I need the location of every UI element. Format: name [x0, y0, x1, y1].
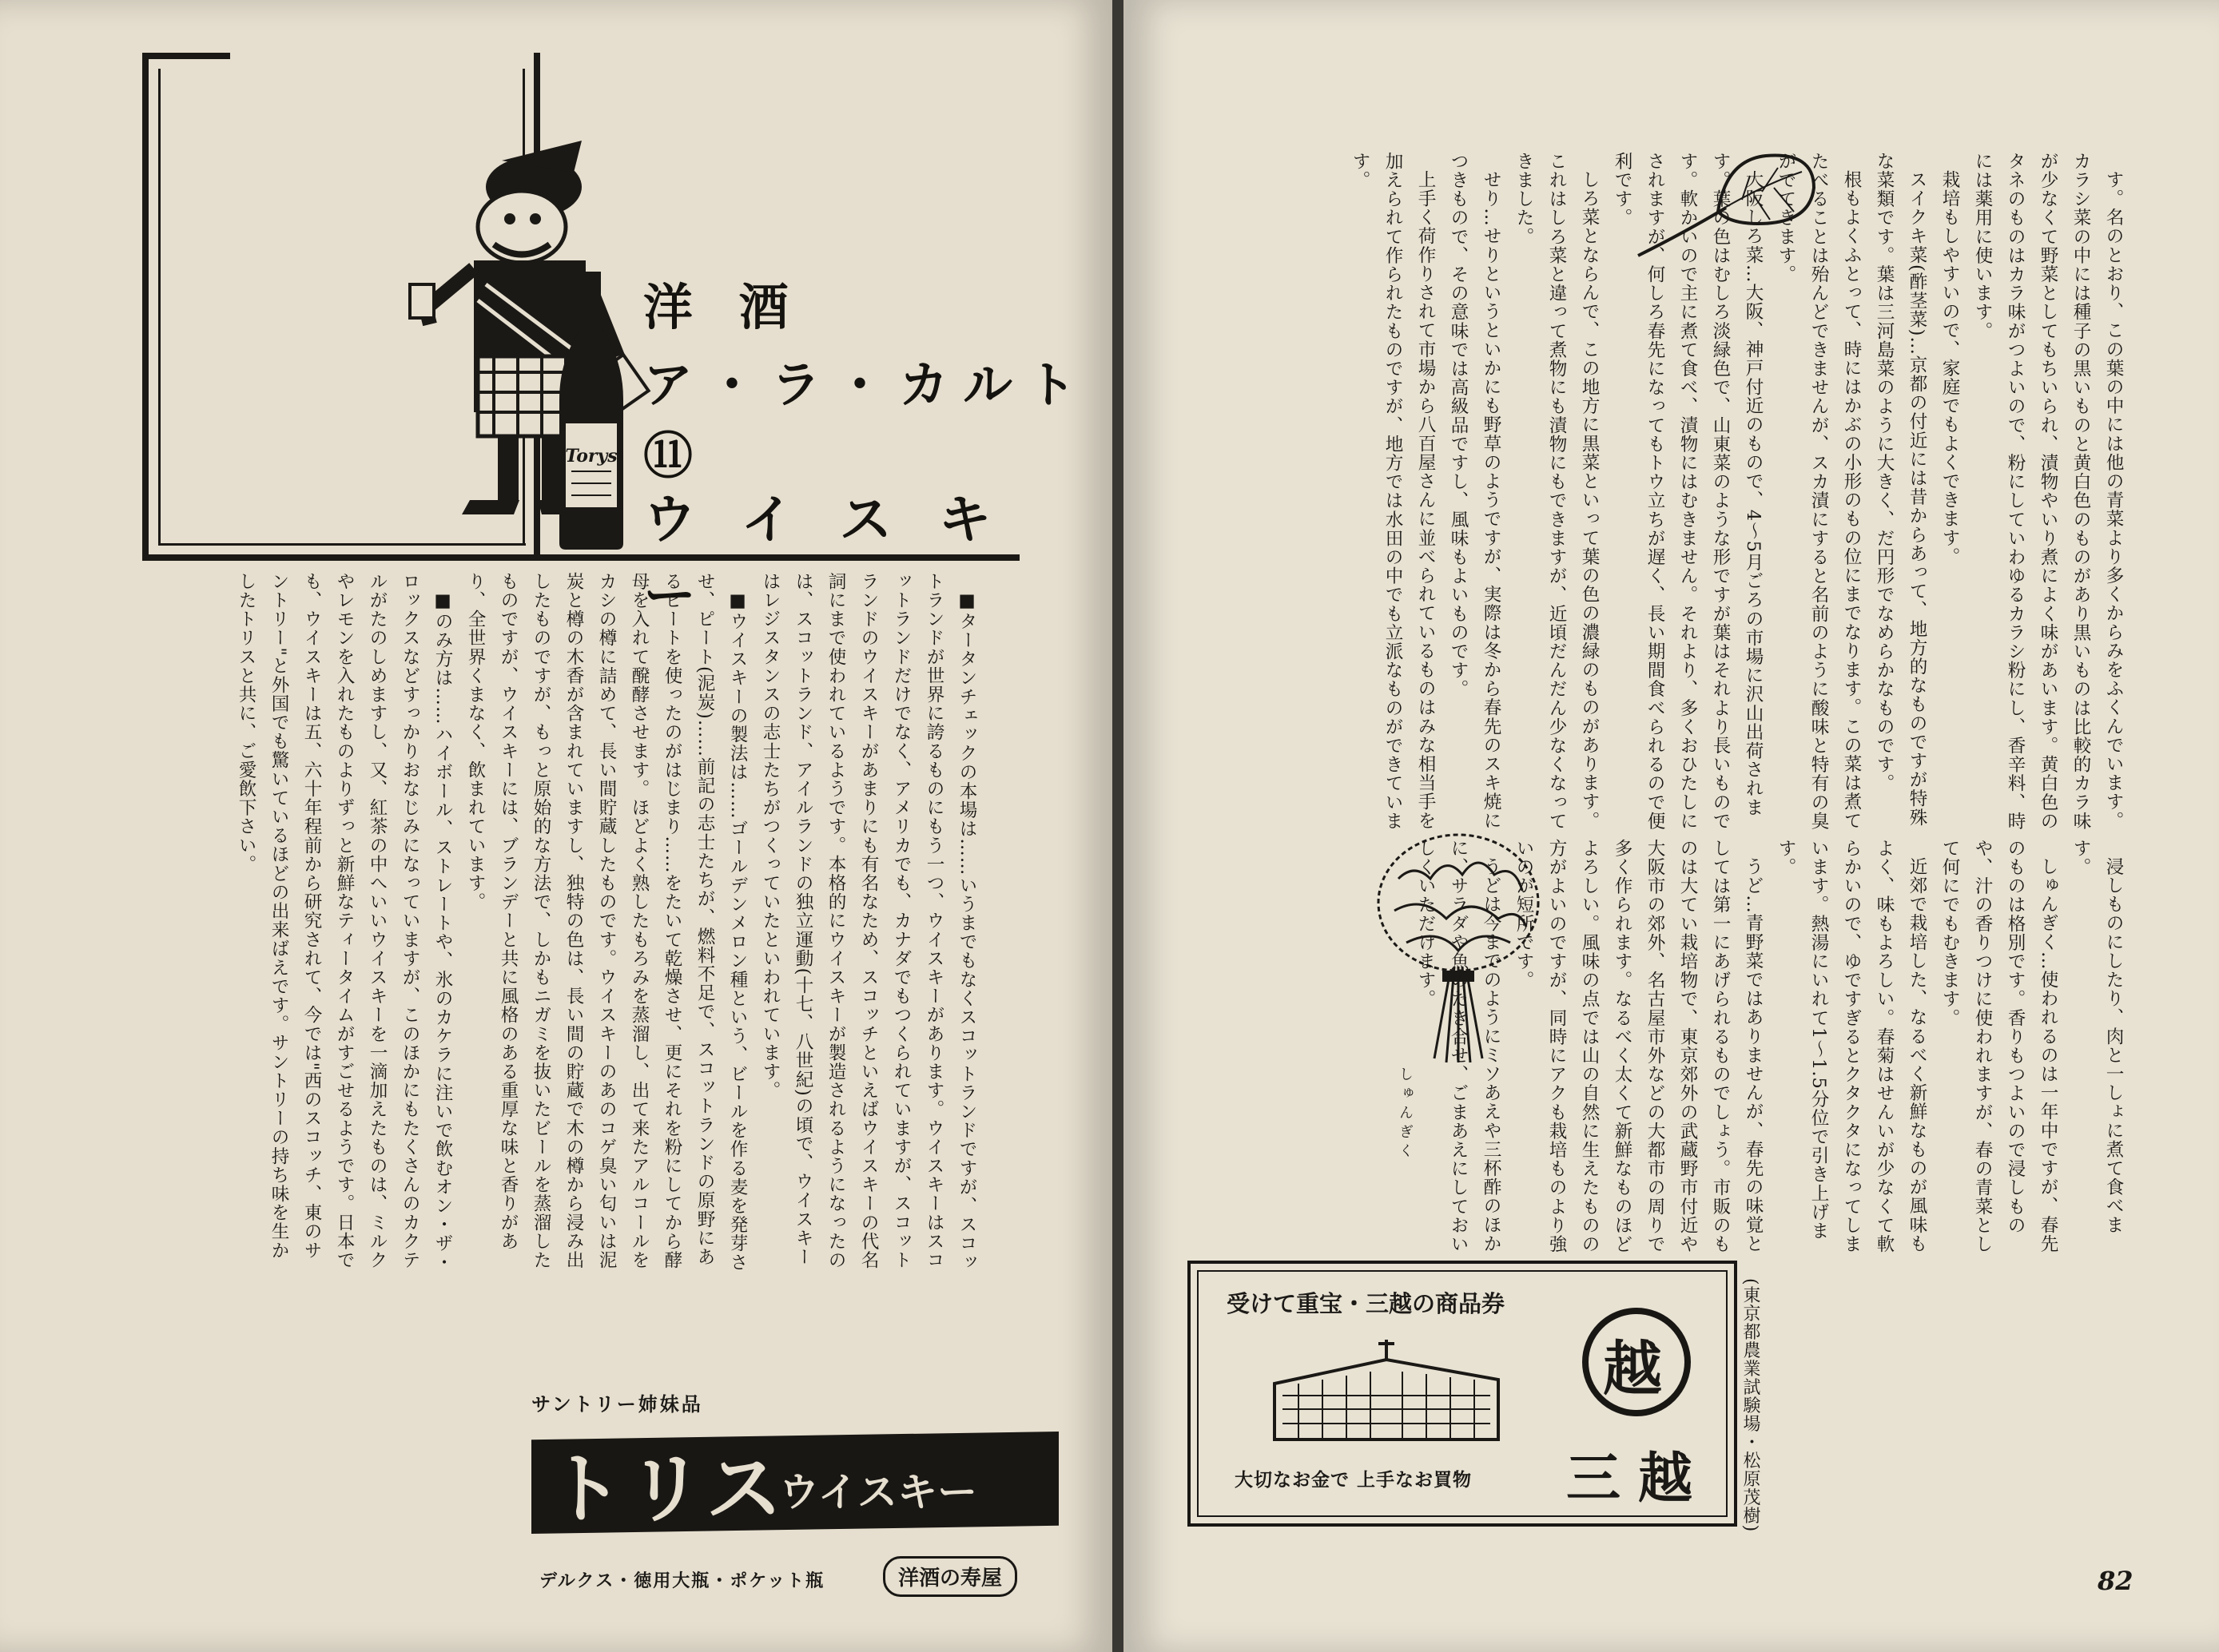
- title-line-3: ウイスキー: [643, 489, 1038, 626]
- shungiku-caption: しゅんぎく: [1397, 1066, 1414, 1162]
- mitsukoshi-logo: [1582, 1308, 1691, 1416]
- article-paragraph: スイクキ菜(酢茎菜)…京都の付近には昔からあって、地方的なものですが特殊な菜類です。葉は三河島菜のように大きく、だ円形でなめらかなものです。: [1874, 152, 1927, 827]
- ad-footer: デルクス・徳用大瓶・ポケット瓶: [539, 1571, 825, 1591]
- article-paragraph: 近郊で栽培した、なるべく新鮮なものが風味もよく、味もよろしい。春菊はせんいが少なくて軟らかいので、ゆですぎるとクタクタになってしまいます。熱湯にいれて1〜1.5分位で引き上げます。: [1776, 839, 1927, 1254]
- article-paragraph: せり…せりというといかにも野草のようですが、実際は冬から春先のスキ焼につきもので、その意味では高級品ですし、風味もよいものです。: [1448, 152, 1501, 830]
- article-paragraph: 上手く荷作りされて市場から八百屋さんに並べられているものはみな相当手を加えられて作られたものですが、地方では水田の中でも立派なものができています。: [1350, 152, 1436, 831]
- book-gutter: [1112, 0, 1123, 1652]
- ad-subtitle: サントリー姉妹品: [531, 1393, 703, 1416]
- article-paragraph: うどは今までのようにミソあえや三杯酢のほかに、サラダや魚のたき合せ、ごまあえにしておいしくいただけます。: [1415, 839, 1501, 1254]
- ad-shop-name: 洋酒の寿屋: [883, 1556, 1017, 1597]
- scotsman-illustration: [382, 125, 678, 524]
- ad-headline: 受けて重宝・三越の商品券: [1227, 1290, 1505, 1317]
- article-paragraph: しろ菜とならんで、この地方に黒菜といって葉の色の濃緑のものがあります。これはしろ菜と違って煮物にも漬物にもできますが、近頃だんだん少なくなってきました。: [1513, 152, 1600, 831]
- department-store-illustration: [1267, 1336, 1506, 1447]
- article-paragraph: 根もよくふとって、時にはかぶの小形のもの位にまでなります。この菜は煮てたべることは殆んどできませんが、スカ漬にすると名前のように酸味と特有の臭がでてきます。: [1776, 152, 1862, 831]
- title-line-2: ア・ラ・カルト⑪: [643, 355, 1092, 485]
- logo-character: 越: [1603, 1335, 1662, 1404]
- article-paragraph: 栽培もしやすいので、家庭でもよくできます。: [1939, 169, 1960, 566]
- bottle-label: Torys: [565, 446, 618, 467]
- whisky-article-body: [144, 572, 983, 1275]
- author-credit: (東京都農業試験場・松原茂樹): [1740, 1278, 1760, 1533]
- ad-brand-big: トリス: [547, 1444, 786, 1534]
- page-number: 82: [2098, 1566, 2134, 1596]
- article-paragraph: うど…青野菜ではありませんが、春先の味覚としては第一にあげられるものでしょう。市販のものは大てい栽培物で、東京郊外の武蔵野市付近や大阪市の郊外、名古屋市外などの大都市の周りで多く作られます。なるべく太くて新鮮なものほどよろしい。風味の点では山の自然に生えたものの方がよいのですが、同時にアクも栽培ものより強いのが短所です。: [1513, 839, 1764, 1254]
- article-paragraph: 浸しものにしたり、肉と一しょに煮て食べます。: [2070, 839, 2124, 1234]
- frame-left-inner: [158, 69, 161, 545]
- torys-whisky-ad: [511, 1382, 1071, 1614]
- frame-top-left: [142, 53, 230, 59]
- frame-left-border: [142, 53, 149, 561]
- ad-brand-small: ウイスキー: [779, 1469, 977, 1515]
- frame-bottom-inner: [158, 543, 526, 546]
- ad-store-name: 三越: [1566, 1447, 1711, 1511]
- article-paragraph: ■タータンチェックの本場は……いうまでもなくスコットランドですが、スコットランドが世界に誇るものにもう一つ、ウイスキーがあります。ウイスキーはスコットランドだけでなく、アメリカでも、カナダでもつくられていますが、スコットランドのウイスキーがあまりにも有名なため、スコッチといえばウイスキーの代名詞にまで使われているようです。本格的にウイスキーが製造されるようになったのは、スコットランド、アイルランドの独立運動(十七、八世紀)の頃で、ウイスキーはレジスタンスの志士たちがつくっていたといわれています。: [760, 572, 977, 1272]
- article-paragraph: ■ウイスキーの製法は……ゴールデンメロン種という、ビールを作る麦を発芽させ、ピート(泥炭)……前記の志士たちが、燃料不足で、スコットランドの原野にあるピートを使ったのがはじまり……をたいて乾燥させ、更にそれを粉にしてから酵母を入れて醗酵させます。ほどよく熟したもろみを蒸溜し、出て来たアルコールをカシの樽に詰めて、長い間貯蔵したものです。ウイスキーのあのコゲ臭い匂いは泥炭と樽の木香が含まれていますし、独特の色は、長い間の貯蔵で木の樽から浸み出したものですが、もっと原始的な方法で、しかもニガミを抜いたビールを蒸溜したものですが、ウイスキーには、ブランデーと共に風格のある重厚な味と香りがあり、全世界くまなく、飲まれています。: [465, 572, 748, 1272]
- article-paragraph: しゅんぎく…使われるのは一年中ですが、春先のものは格別です。香りもつよいので浸しものや、汁の香りつけに使われますが、春の青菜として何にでもむきます。: [1939, 839, 2058, 1254]
- mitsukoshi-ad: [1187, 1261, 1737, 1527]
- article-paragraph: ■のみ方は……ハイボール、ストレートや、氷のカケラに注いで飲むオン・ザ・ロックスなどすっかりおなじみになっていますが、このほかにもたくさんのカクテルがたのしめますし、又、紅茶の中へいいウイスキーを一滴加えたものは、ミルクやレモンを入れたものよりずっと新鮮なティータイムがすごせるようです。日本でも、ウイスキーは五、六十年程前から研究されて、今では"西のスコッチ、東のサントリー"と外国でも驚いているほどの出来ばえです。サントリーの持ち味を生かしたトリスと共に、ご愛飲下さい。: [236, 572, 453, 1272]
- title-line-1: 洋 酒: [643, 278, 803, 336]
- article-paragraph: 大阪しろ菜…大阪、神戸付近のもので、4〜5月ごろの市場に沢山出荷されます。葉の色はむしろ淡緑色で、山東菜のような形ですが葉はそれより長いものです。軟かいので主に煮て食べ、漬物にはむきません。それより、多くおひたしにされますが、何しろ春先になってもトウ立ちが遅く、長い期間食べられるので便利です。: [1612, 152, 1764, 831]
- vegetable-article-top: [1175, 152, 2130, 839]
- whisky-bottle-icon: [551, 272, 631, 551]
- article-paragraph: す。名のとおり、この葉の中には他の青菜より多くからみをふくんでいます。カラシ菜の中には種子の黒いものと黄白色のものがあり黒いものは比較的カラ味が少なくて野菜としてもちいられ、漬物やいり煮によく味があいます。黄白色のタネのものはカラ味がつよいので、粉にしていわゆるカラシ粉にし、香辛料、時には薬用に使います。: [1972, 152, 2124, 831]
- vegetable-article-bottom: [1175, 839, 2130, 1254]
- ad-footer: 大切なお金で 上手なお買物: [1235, 1470, 1473, 1491]
